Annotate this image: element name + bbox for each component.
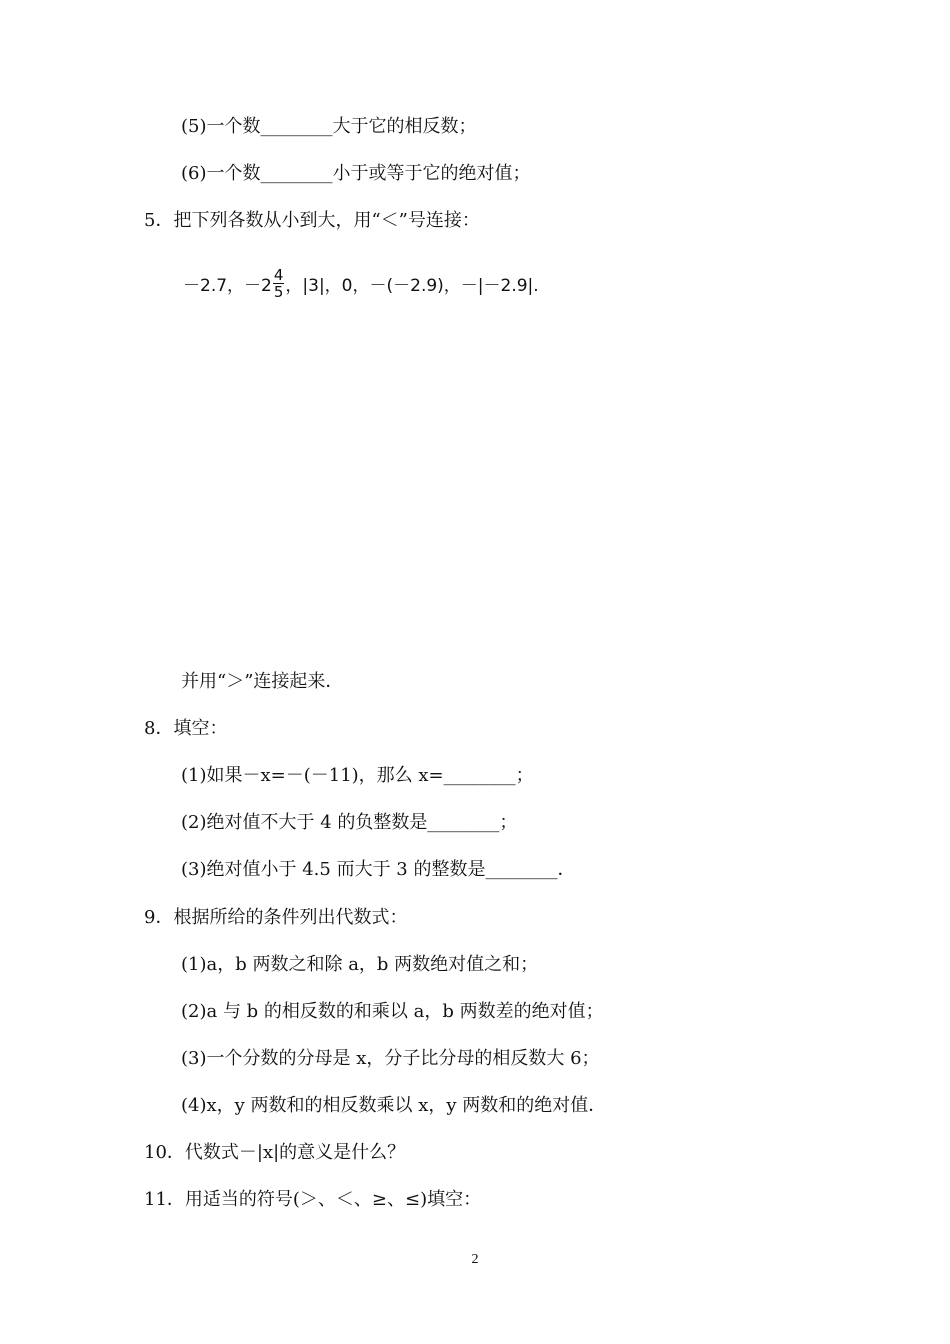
expression-part-2: ，|3|，0，－(－2.9)，－|－2.9|.: [285, 275, 539, 296]
page-number: 2: [471, 1252, 479, 1267]
question-8-item-1: (1)如果－x=－(－11)，那么 x=________；: [181, 765, 534, 786]
question-9-item-2: (2)a 与 b 的相反数的和乘以 a，b 两数差的绝对值；: [181, 1001, 604, 1022]
question-5: 5．把下列各数从小到大，用“＜”号连接：: [144, 210, 480, 231]
question-5-tail: 并用“＞”连接起来．: [181, 671, 344, 692]
question-9-item-3: (3)一个分数的分母是 x，分子比分母的相反数大 6；: [181, 1048, 600, 1069]
question-10: 10．代数式－|x|的意义是什么？: [144, 1142, 406, 1163]
expression-part-1: －2.7，－2: [183, 275, 272, 296]
question-8-item-2: (2)绝对值不大于 4 的负整数是________；: [181, 812, 518, 833]
question-11: 11．用适当的符号(＞、＜、≥、≤)填空：: [144, 1189, 482, 1210]
number-list-expression: [183, 258, 539, 308]
question-9-item-1: (1)a，b 两数之和除 a，b 两数绝对值之和；: [181, 954, 539, 975]
question-8: 8．填空：: [144, 718, 228, 739]
mixed-fraction: [273, 267, 285, 300]
question-9: 9．根据所给的条件列出代数式：: [144, 907, 408, 928]
question-4-item-5: (5)一个数________大于它的相反数；: [181, 116, 477, 137]
question-4-item-6: (6)一个数________小于或等于它的绝对值；: [181, 163, 531, 184]
question-9-item-4: (4)x，y 两数和的相反数乘以 x，y 两数和的绝对值．: [181, 1095, 607, 1116]
question-8-item-3: (3)绝对值小于 4.5 而大于 3 的整数是________．: [181, 859, 576, 880]
fraction-denominator: 5: [273, 282, 284, 301]
fraction-numerator: 4: [273, 265, 284, 284]
